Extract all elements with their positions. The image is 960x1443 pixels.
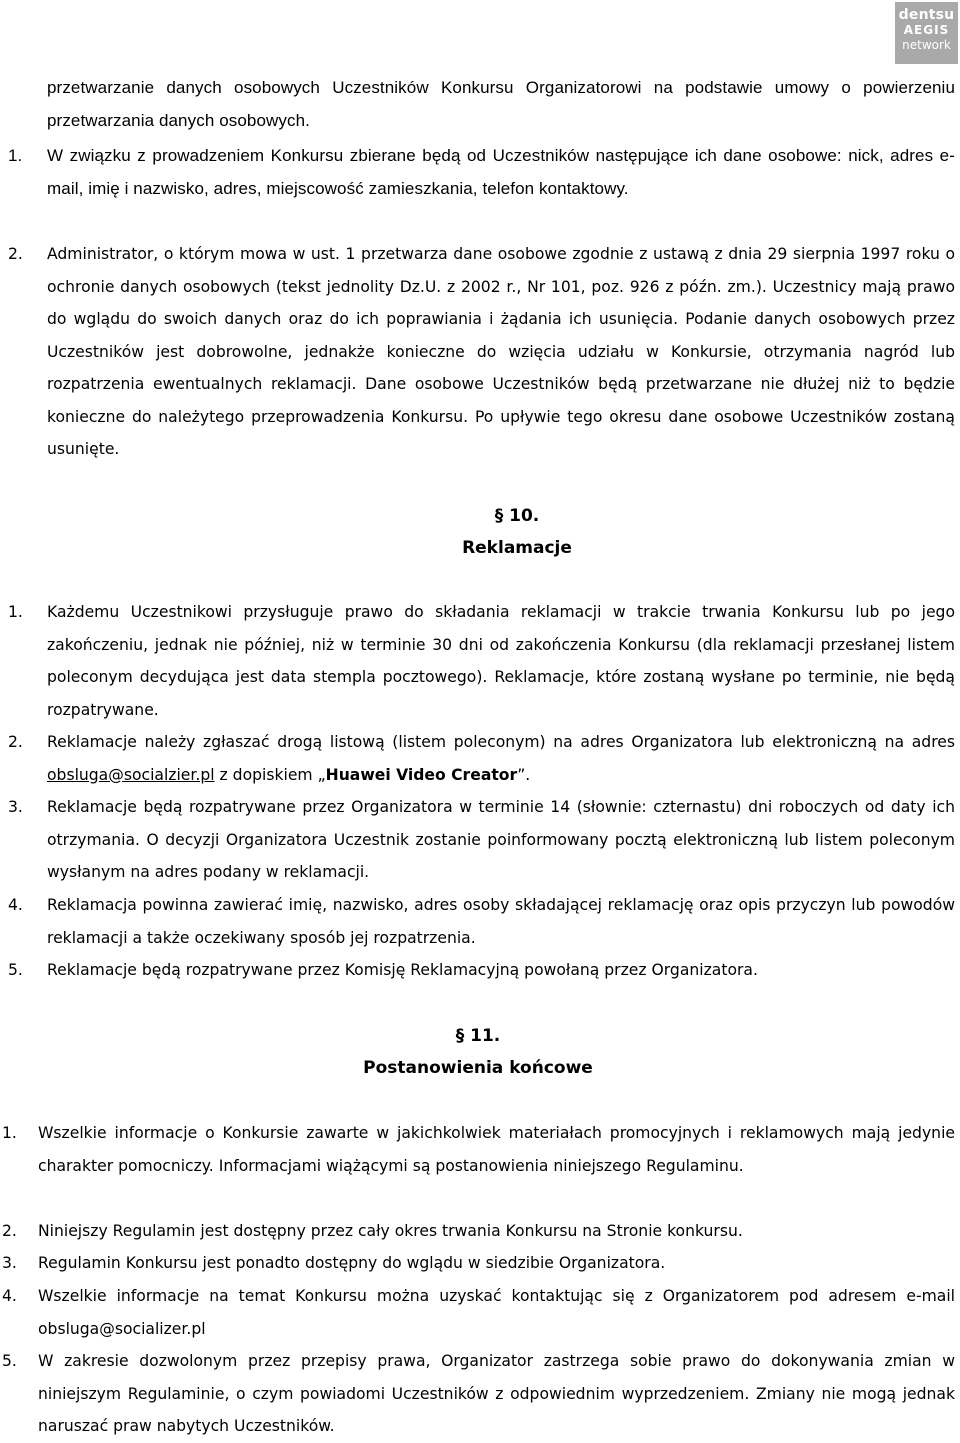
section11-item-5-text: W zakresie dozwolonym przez przepisy prawa, Organizator zastrzega sobie prawo do dokonywania zmian w niniejszym Regulaminie, o czym powiadomi Uczestników z odpowiednim wyprzedzeniem. Zmiany nie mogą jednak naruszać praw nabytych Uczestników. xyxy=(38,1352,955,1435)
section11-item-3-text: Regulamin Konkursu jest ponadto dostępny do wglądu w siedzibie Organizatora. xyxy=(38,1254,666,1272)
section11-item-2-text: Niniejszy Regulamin jest dostępny przez cały okres trwania Konkursu na Stronie konkursu. xyxy=(38,1222,743,1240)
section10-item-1-number: 1. xyxy=(8,603,23,621)
logo-line-2: AEGIS xyxy=(903,23,950,37)
section11-item-1-text: Wszelkie informacje o Konkursie zawarte w jakichkolwiek materiałach promocyjnych i reklamowych mają jedynie charakter pomocniczy. Informacjami wiążącymi są postanowienia niniejszego Regulaminu. xyxy=(38,1124,955,1175)
section10-item-2-text-after: ”. xyxy=(517,765,531,784)
section10-item-4-number: 4. xyxy=(8,896,23,914)
logo-line-3: network xyxy=(902,38,951,52)
section9-item-1-number: 1. xyxy=(8,146,23,165)
section10-item-2-number: 2. xyxy=(8,733,23,751)
section10-item-2-text-before: Reklamacje należy zgłaszać drogą listową (listem poleconym) na adres Organizatora lub elektroniczną na adres xyxy=(47,733,955,751)
section10-number: § 10. xyxy=(494,506,540,526)
section9-item-1-text: W związku z prowadzeniem Konkursu zbierane będą od Uczestników następujące ich dane osobowe: nick, adres e-mail, imię i nazwisko, adres, miejscowość zamieszkania, telefon kontaktowy. xyxy=(47,146,955,198)
section11-number: § 11. xyxy=(455,1026,501,1046)
section10-item-5-number: 5. xyxy=(8,961,23,979)
section11-item-4-number: 4. xyxy=(2,1287,17,1305)
section10-item-5-text: Reklamacje będą rozpatrywane przez Komisję Reklamacyjną powołaną przez Organizatora. xyxy=(47,961,758,979)
contest-name: Huawei Video Creator xyxy=(325,765,518,784)
dentsu-aegis-logo xyxy=(895,2,958,64)
section10-item-2-text-mid: z dopiskiem „ xyxy=(214,765,326,784)
section10-item-1-text: Każdemu Uczestnikowi przysługuje prawo do składania reklamacji w trakcie trwania Konkursu lub po jego zakończeniu, jednak nie później, niż w terminie 30 dni od zakończenia Konkursu (dla reklamacji przesłanej listem poleconym decydująca jest data stempla pocztowego). Reklamacje, które zostaną wysłane po terminie, nie będą rozpatrywane. xyxy=(47,603,955,719)
section10-title: Reklamacje xyxy=(462,538,572,558)
section10-item-3-number: 3. xyxy=(8,798,23,816)
section9-item-2-text: Administrator, o którym mowa w ust. 1 przetwarza dane osobowe zgodnie z ustawą z dnia 29 sierpnia 1997 roku o ochronie danych osobowych (tekst jednolity Dz.U. z 2002 r., Nr 101, poz. 926 z późn. zm.). Uczestnicy mają prawo do wglądu do swoich danych oraz do ich poprawiania i żądania ich usunięcia. Podanie danych osobowych przez Uczestników jest dobrowolne, jednakże konieczne do wzięcia udziału w Konkursie, otrzymania nagród lub rozpatrzenia ewentualnych reklamacji. Dane osobowe Uczestników będą przetwarzane nie dłużej niż to będzie konieczne do należytego przeprowadzenia Konkursu. Po upływie tego okresu dane osobowe Uczestników zostaną usunięte. xyxy=(47,245,955,458)
section11-item-2-number: 2. xyxy=(2,1222,17,1240)
section10-item-3-text: Reklamacje będą rozpatrywane przez Organizatora w terminie 14 (słownie: czternastu) dni roboczych od daty ich otrzymania. O decyzji Organizatora Uczestnik zostanie poinformowany pocztą elektroniczną lub listem poleconym wysłanym na adres podany w reklamacji. xyxy=(47,798,955,881)
complaint-email-link[interactable]: obsluga@socialzier.pl xyxy=(47,765,215,784)
logo-line-1: dentsu xyxy=(898,7,955,23)
section9-intro-paragraph: przetwarzanie danych osobowych Uczestników Konkursu Organizatorowi na podstawie umowy o powierzeniu przetwarzania danych osobowych. xyxy=(47,78,955,130)
section10-item-2-text xyxy=(47,726,955,791)
section11-item-5-number: 5. xyxy=(2,1352,17,1370)
section9-item-2-number: 2. xyxy=(8,245,23,263)
section11-item-1-number: 1. xyxy=(2,1124,17,1142)
section10-item-4-text: Reklamacja powinna zawierać imię, nazwisko, adres osoby składającej reklamację oraz opis przyczyn lub powodów reklamacji a także oczekiwany sposób jej rozpatrzenia. xyxy=(47,896,955,947)
section11-title: Postanowienia końcowe xyxy=(363,1058,593,1078)
section11-item-3-number: 3. xyxy=(2,1254,17,1272)
section11-item-4-text: Wszelkie informacje na temat Konkursu można uzyskać kontaktując się z Organizatorem pod adresem e-mail obsluga@socializer.pl xyxy=(38,1287,955,1338)
